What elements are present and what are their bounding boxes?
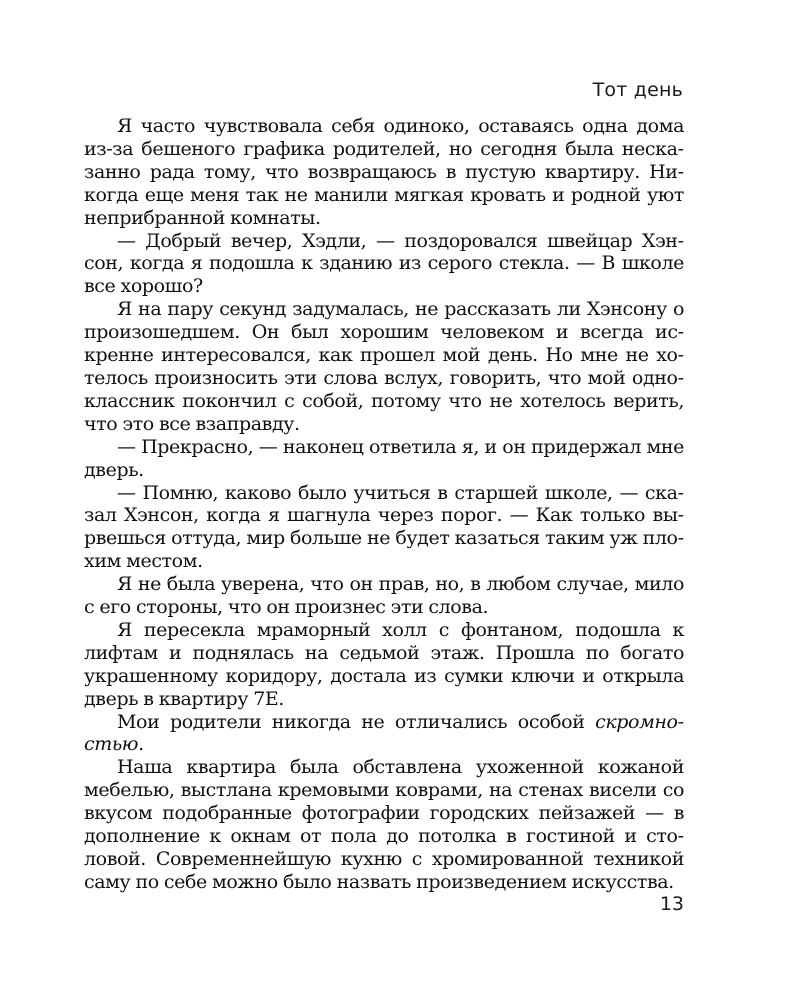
paragraph: — Помню, каково было учиться в старшей школе, — сказал Хэнсон, когда я шагнула через порог. — Как только вырвешься оттуда, мир больше не будет казаться таким уж плохим местом.	[84, 481, 684, 573]
paragraph-text: .	[138, 733, 144, 756]
paragraph: — Добрый вечер, Хэдли, — поздоровался швейцар Хэнсон, когда я подошла к зданию из серого стекла. — В школе все хорошо?	[84, 229, 684, 298]
running-header: Тот день	[592, 79, 683, 101]
paragraph: Я часто чувствовала себя одиноко, оставаясь одна дома из-за бешеного графика родителей, но сегодня была несказанно рада тому, что возвращаюсь в пустую квартиру. Никогда еще меня так не манили мягкая кровать и родной уют неприбранной комнаты.	[84, 115, 684, 229]
paragraph: Наша квартира была обставлена ухоженной кожаной мебелью, выстлана кремовыми коврами, на стенах висели со вкусом подобранные фотографии городских пейзажей — в дополнение к окнам от пола до потолка в гостиной и столовой. Современнейшую кухню с хромированной техникой саму по себе можно было назвать произведением искусства.	[84, 756, 684, 893]
page-number: 13	[659, 893, 684, 915]
paragraph-with-emphasis	[84, 711, 684, 757]
paragraph-text: Мои родители никогда не отличались особой	[117, 710, 596, 733]
body-text	[84, 115, 684, 894]
paragraph: Я на пару секунд задумалась, не рассказать ли Хэнсону о произошедшем. Он был хорошим человеком и всегда искренне интересовался, как прошел мой день. Но мне не хотелось произносить эти слова вслух, говорить, что мой одноклассник покончил с собой, потому что не хотелось верить, что это все взаправду.	[84, 298, 684, 435]
paragraph: Я не была уверена, что он прав, но, в любом случае, мило с его стороны, что он произнес эти слова.	[84, 573, 684, 619]
emphasized-word: скромностью	[84, 710, 684, 756]
paragraph: — Прекрасно, — наконец ответила я, и он придержал мне дверь.	[84, 435, 684, 481]
paragraph: Я пересекла мраморный холл с фонтаном, подошла к лифтам и поднялась на седьмой этаж. Прошла по богато украшенному коридору, достала из сумки ключи и открыла дверь в квартиру 7Е.	[84, 618, 684, 710]
